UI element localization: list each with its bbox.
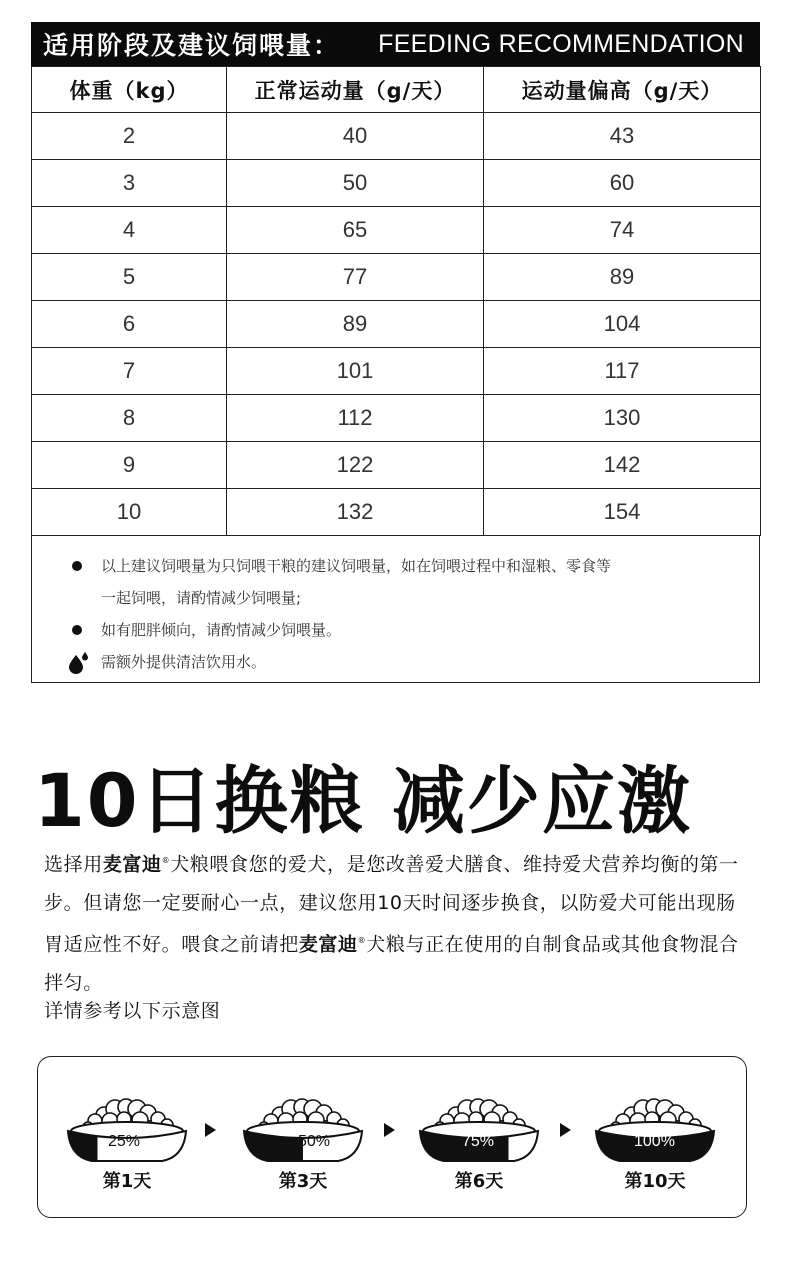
normal-amount-cell: 101 bbox=[227, 348, 484, 395]
transition-steps bbox=[37, 1056, 747, 1218]
transition-step bbox=[414, 1087, 544, 1207]
note-line: 一起饲喂，请酌情减少饲喂量; bbox=[101, 589, 302, 607]
desc-text: 选择用 bbox=[44, 853, 103, 876]
detail-hint: 详情参考以下示意图 bbox=[44, 1000, 221, 1022]
feeding-table bbox=[31, 66, 761, 536]
table-row bbox=[32, 442, 761, 489]
weight-cell: 7 bbox=[32, 348, 227, 395]
high-amount-cell: 60 bbox=[484, 160, 761, 207]
weight-cell: 8 bbox=[32, 395, 227, 442]
step-percentage: 25% bbox=[108, 1133, 141, 1150]
step-percentage: 100% bbox=[634, 1133, 675, 1150]
normal-amount-cell: 77 bbox=[227, 254, 484, 301]
normal-amount-cell: 40 bbox=[227, 113, 484, 160]
note-line: 以上建议饲喂量为只饲喂干粮的建议饲喂量，如在饲喂过程中和湿粮、零食等 bbox=[101, 557, 612, 575]
brand-name: 麦富迪 bbox=[298, 933, 358, 956]
table-row bbox=[32, 489, 761, 536]
high-amount-cell: 43 bbox=[484, 113, 761, 160]
normal-amount-cell: 65 bbox=[227, 207, 484, 254]
food-bowl-icon bbox=[590, 1087, 720, 1167]
normal-amount-cell: 50 bbox=[227, 160, 484, 207]
column-header-normal-activity: 正常运动量（g/天） bbox=[227, 67, 484, 113]
table-row bbox=[32, 301, 761, 348]
feeding-header bbox=[31, 22, 760, 66]
weight-cell: 10 bbox=[32, 489, 227, 536]
feeding-notes bbox=[31, 536, 760, 683]
weight-cell: 3 bbox=[32, 160, 227, 207]
table-row bbox=[32, 395, 761, 442]
next-arrow-icon bbox=[384, 1123, 395, 1137]
transition-step bbox=[62, 1087, 192, 1207]
feeding-section bbox=[31, 22, 760, 683]
food-bowl-icon bbox=[238, 1087, 368, 1167]
normal-amount-cell: 132 bbox=[227, 489, 484, 536]
step-day-label: 第3天 bbox=[278, 1171, 328, 1192]
note-line: 如有肥胖倾向，请酌情减少饲喂量。 bbox=[101, 621, 342, 639]
weight-cell: 6 bbox=[32, 301, 227, 348]
step-day-label: 第1天 bbox=[102, 1171, 152, 1192]
transition-step bbox=[238, 1087, 368, 1207]
note-item bbox=[68, 614, 759, 646]
brand-name: 麦富迪 bbox=[102, 853, 162, 876]
water-drop-icon bbox=[68, 651, 90, 675]
high-amount-cell: 130 bbox=[484, 395, 761, 442]
note-line: 需额外提供清洁饮用水。 bbox=[101, 653, 267, 671]
high-amount-cell: 74 bbox=[484, 207, 761, 254]
table-row bbox=[32, 254, 761, 301]
column-header-high-activity: 运动量偏高（g/天） bbox=[484, 67, 761, 113]
table-header-row bbox=[32, 67, 761, 113]
food-bowl-icon bbox=[62, 1087, 192, 1167]
note-item bbox=[68, 646, 759, 678]
normal-amount-cell: 112 bbox=[227, 395, 484, 442]
note-item bbox=[68, 550, 759, 614]
high-amount-cell: 89 bbox=[484, 254, 761, 301]
feeding-title-cn: 适用阶段及建议饲喂量： bbox=[43, 31, 341, 60]
transition-description bbox=[44, 842, 754, 1003]
bullet-icon bbox=[72, 625, 82, 635]
table-row bbox=[32, 160, 761, 207]
next-arrow-icon bbox=[205, 1123, 216, 1137]
high-amount-cell: 104 bbox=[484, 301, 761, 348]
weight-cell: 4 bbox=[32, 207, 227, 254]
step-day-label: 第10天 bbox=[624, 1171, 686, 1192]
registered-mark: ® bbox=[357, 936, 367, 946]
food-bowl-icon bbox=[414, 1087, 544, 1167]
weight-cell: 9 bbox=[32, 442, 227, 489]
desc-text: 犬粮与正在使用的自制食品或其他食物混合拌匀。 bbox=[44, 933, 739, 995]
high-amount-cell: 142 bbox=[484, 442, 761, 489]
step-day-label: 第6天 bbox=[454, 1171, 504, 1192]
step-percentage: 50% bbox=[298, 1133, 331, 1150]
normal-amount-cell: 89 bbox=[227, 301, 484, 348]
registered-mark: ® bbox=[161, 856, 171, 865]
desc-text: 犬粮喂食您的爱犬，是您改善爱犬膳食、维持爱犬营养均衡的第一步。但请您一定要耐心一点，建议您用10天时间逐步换食，以防爱犬可能出现肠胃适应性不好。喂食之前请把 bbox=[44, 853, 739, 956]
transition-step bbox=[590, 1087, 720, 1207]
transition-title: 10日换粮 减少应激 bbox=[34, 759, 693, 844]
high-amount-cell: 154 bbox=[484, 489, 761, 536]
normal-amount-cell: 122 bbox=[227, 442, 484, 489]
feeding-title-en: FEEDING RECOMMENDATION bbox=[378, 29, 744, 58]
table-row bbox=[32, 207, 761, 254]
step-percentage: 75% bbox=[462, 1133, 495, 1150]
column-header-weight: 体重（kg） bbox=[32, 67, 227, 113]
next-arrow-icon bbox=[560, 1123, 571, 1137]
bullet-icon bbox=[72, 561, 82, 571]
weight-cell: 5 bbox=[32, 254, 227, 301]
table-row bbox=[32, 348, 761, 395]
table-row bbox=[32, 113, 761, 160]
high-amount-cell: 117 bbox=[484, 348, 761, 395]
weight-cell: 2 bbox=[32, 113, 227, 160]
